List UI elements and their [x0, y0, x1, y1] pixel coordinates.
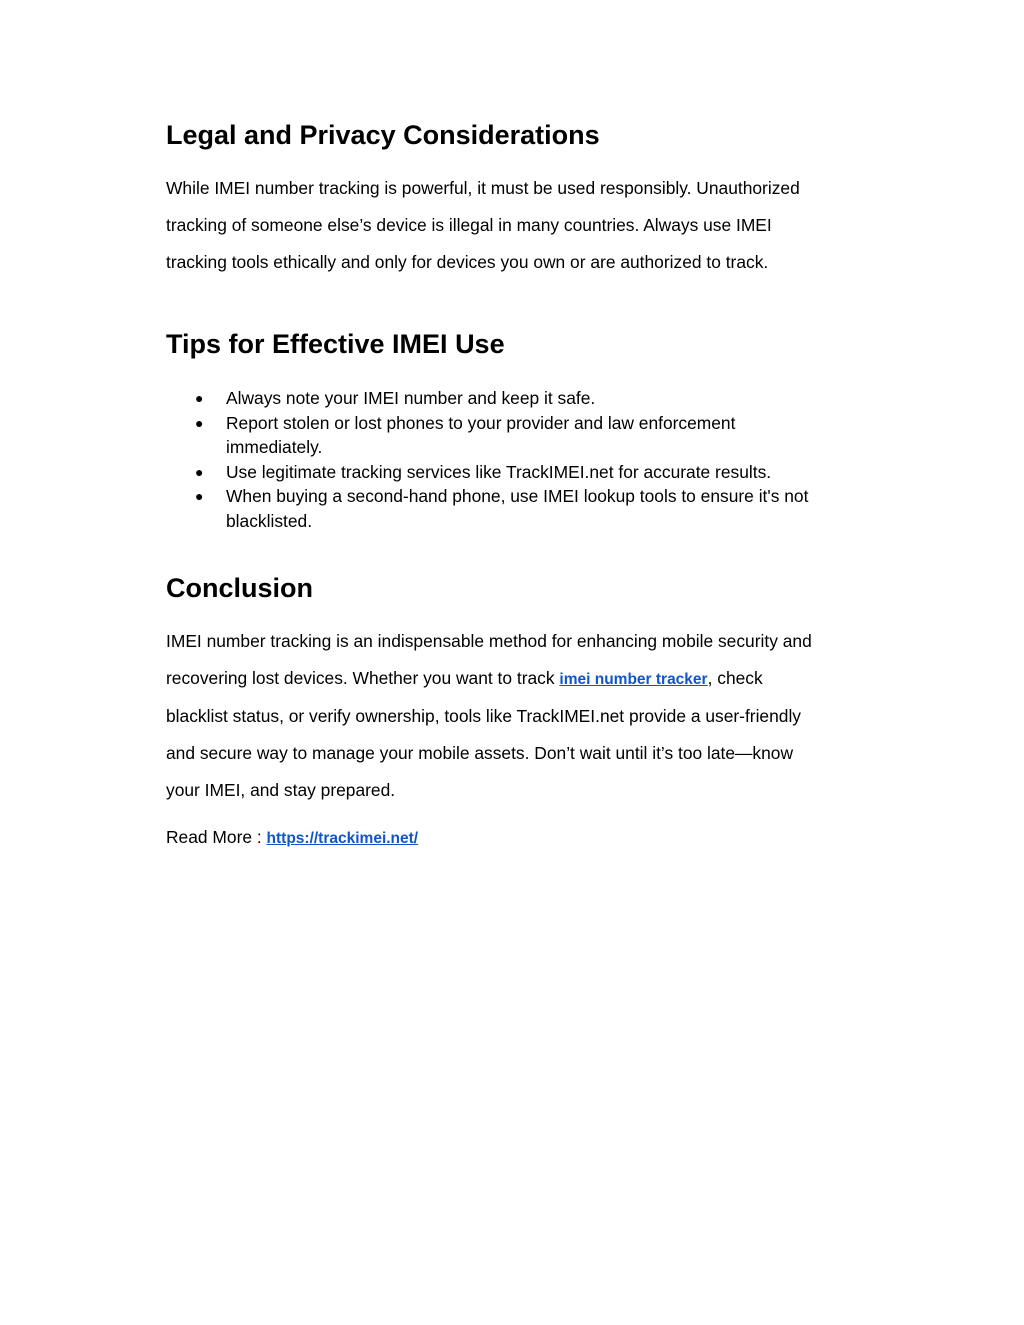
list-item	[166, 460, 866, 485]
conclusion-line-2-end: , check	[707, 668, 763, 688]
legal-line-1: While IMEI number tracking is powerful, it must be used responsibly. Unauthorized	[166, 178, 800, 198]
list-item	[166, 386, 866, 411]
conclusion-heading: Conclusion	[166, 573, 313, 603]
trackimei-link[interactable]: https://trackimei.net/	[266, 830, 419, 847]
list-item-text: blacklisted.	[226, 510, 313, 531]
tips-heading: Tips for Effective IMEI Use	[166, 329, 505, 359]
conclusion-paragraph	[166, 623, 866, 809]
imei-number-tracker-link[interactable]: imei number tracker	[559, 671, 708, 688]
list-item-text: Use legitimate tracking services like TrackIMEI.net for accurate results.	[226, 461, 772, 482]
legal-line-2: tracking of someone else’s device is illegal in many countries. Always use IMEI	[166, 215, 772, 235]
read-more-label: Read More :	[166, 827, 267, 847]
conclusion-line-3: blacklist status, or verify ownership, tools like TrackIMEI.net provide a user-friendly	[166, 706, 802, 726]
conclusion-line-2	[166, 660, 866, 698]
bullet-icon: ●	[195, 414, 204, 431]
bullet-icon: ●	[195, 390, 204, 406]
legal-line-3: tracking tools ethically and only for devices you own or are authorized to track.	[166, 252, 769, 272]
tips-list	[166, 386, 866, 533]
conclusion-line-1: IMEI number tracking is an indispensable method for enhancing mobile security and	[166, 631, 812, 651]
bullet-icon: ●	[195, 488, 204, 504]
legal-heading: Legal and Privacy Considerations	[166, 120, 600, 150]
legal-paragraph	[166, 170, 866, 281]
list-item-text: Report stolen or lost phones to your provider and law enforcement	[226, 412, 736, 433]
list-item-text: Always note your IMEI number and keep it safe.	[226, 388, 596, 408]
list-item-text: immediately.	[226, 437, 323, 457]
read-more	[166, 825, 418, 851]
conclusion-line-5: your IMEI, and stay prepared.	[166, 780, 396, 800]
list-item	[166, 411, 866, 460]
list-item	[166, 484, 866, 533]
list-item-text: When buying a second-hand phone, use IMEI lookup tools to ensure it's not	[226, 486, 809, 506]
conclusion-line-4: and secure way to manage your mobile assets. Don’t wait until it’s too late—know	[166, 743, 794, 763]
bullet-icon: ●	[195, 463, 204, 480]
conclusion-line-2-start: recovering lost devices. Whether you want to track	[166, 668, 560, 688]
